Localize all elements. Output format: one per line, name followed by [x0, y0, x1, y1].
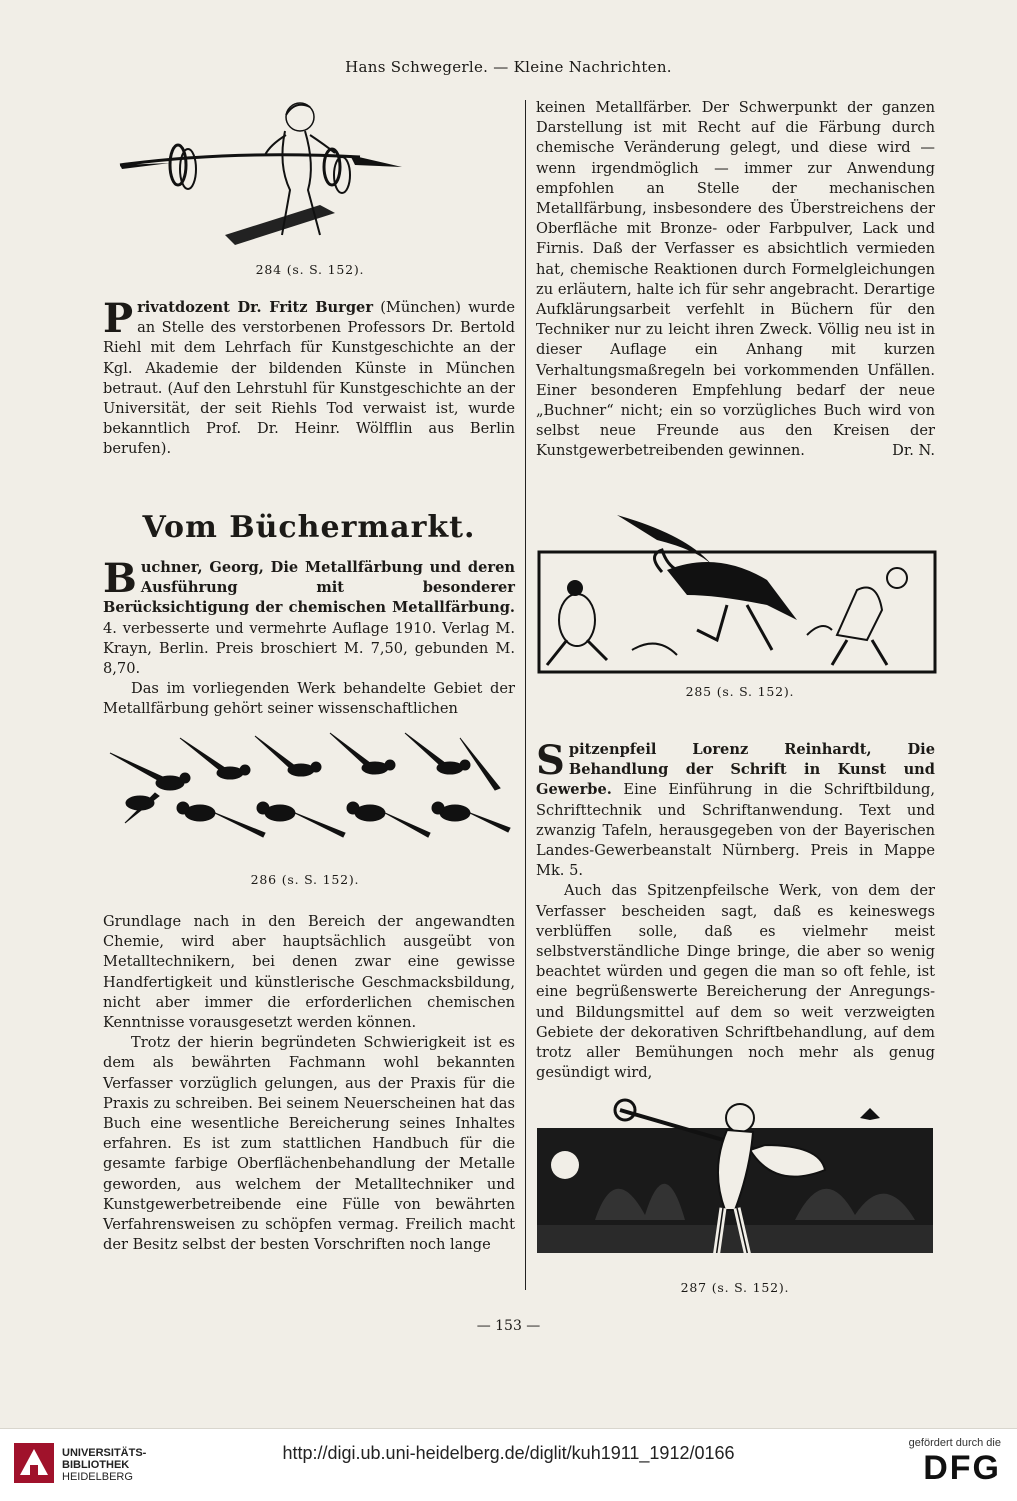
buchner-para-3: Trotz der hierin begründeten Schwierigkeit ist es dem als bewährten Fachmann wohl bekannten Verfasser vorzüglich gelungen, aus der Praxis für die Praxis zu schreiben. Bei seinem Neuerscheinen hat das Buch eine wesentliche Bereicherung seines Inhaltes erfahren. Es ist zum stattlichen Handbuch für die gesamte farbige Oberflächenbehandlung der Metalle geworden, aus welchem der Metalltechniker und Kunstgewerbetreibende eine Fülle von bewährten Verfahrensweisen zu schöpfen vermag. Freilich macht der Besitz selbst der besten Vorschriften noch lange: [103, 1034, 515, 1254]
buchner-para-2: Grundlage nach in den Bereich der angewandten Chemie, wird aber hauptsächlich ausgeübt von Metalltechnikern, bei denen zwar eine gewisse Handfertigkeit und künstlerische Geschmacksbildung, nicht aber immer die erforderlichen chemischen Kenntnisse vorausgesetzt werden können.: [103, 913, 515, 1032]
viewer-footer: [0, 1428, 1017, 1501]
dropcap-p: P: [103, 295, 134, 342]
figure-285-caption: 285 (s. S. 152).: [685, 684, 795, 699]
library-line-2: BIBLIOTHEK: [62, 1459, 130, 1471]
figure-287-caption: 287 (s. S. 152).: [680, 1280, 790, 1295]
spitzenpfeil-text: Eine Einführung in die Schriftbildung, Schrifttechnik und Schriftanwendung. Text und zwanzig Tafeln, herausgegeben von der Bayerischen Landes-Gewerbeanstalt Nürnberg. Preis in Mappe Mk. 5.: [536, 781, 935, 880]
library-line-3: HEIDELBERG: [62, 1471, 133, 1483]
burger-text: (München) wurde an Stelle des verstorbenen Professors Dr. Bertold Riehl mit dem Lehrfach für Kunstgeschichte an der Kgl. Akademie der bildenden Künste in München betraut. (Auf den Lehrstuhl für Kunstgeschichte an der Universität, der seit Riehls Tod verwaist ist, wurde bekanntlich Prof. Dr. Heinr. Wölfflin aus Berlin berufen).: [103, 299, 516, 458]
dropcap-s: S: [536, 737, 565, 784]
permalink-url[interactable]: http://digi.ub.uni-heidelberg.de/diglit/kuh1911_1912/0166: [282, 1443, 735, 1463]
review-signature: Dr. N.: [892, 442, 935, 460]
buchner-review: [103, 555, 515, 720]
funded-by-label: gefördert durch die: [908, 1437, 1001, 1449]
library-line-1: UNIVERSITÄTS-: [62, 1447, 147, 1459]
figure-284-caption: 284 (s. S. 152).: [255, 262, 365, 277]
burger-heading: rivatdozent Dr. Fritz Burger: [137, 299, 374, 316]
buchner-continued: [103, 912, 515, 1255]
column-divider: [525, 100, 526, 1290]
dfg-logo[interactable]: [881, 1437, 1001, 1495]
burger-notice: [103, 295, 516, 460]
section-title: Vom Büchermarkt.: [142, 510, 476, 545]
figure-284-putto-rings: [110, 95, 410, 255]
figure-285-stork-frieze: [537, 510, 937, 675]
buchner-review-continued: [536, 98, 935, 462]
buchner-text: 4. verbesserte und vermehrte Auflage 1910. Verlag M. Krayn, Berlin. Preis broschiert M. 7,50, gebunden M. 8,70.: [103, 619, 515, 678]
running-header: Hans Schwegerle. — Kleine Nachrichten.: [345, 58, 672, 76]
page-number: — 153 —: [476, 1318, 541, 1334]
buchner-heading: uchner, Georg, Die Metallfärbung und deren Ausführung mit besonderer Berücksichtigung der chemischen Metallfärbung.: [103, 559, 515, 617]
figure-286-magpies: [105, 728, 515, 838]
spitzenpfeil-heading: pitzenpfeil Lorenz Reinhardt, Die Behandlung der Schrift in Kunst und Gewerbe.: [536, 741, 935, 799]
figure-287-putto-basket: [535, 1090, 935, 1275]
spitzenpfeil-review: [536, 737, 935, 1083]
figure-286-caption: 286 (s. S. 152).: [250, 872, 360, 887]
spitzenpfeil-para: Auch das Spitzenpfeilsche Werk, von dem der Verfasser bescheiden sagt, daß es keineswegs verblüffen solle, daß es vielmehr meist selbstverständliche Dinge bringe, die aber so wenig beachtet würden und gegen die man so oft fehle, ist eine begrüßenswerte Bereicherung der Anregungs- und Bildungsmittel auf dem so weit verzweigten Gebiete der dekorativen Schriftbehandlung, auf dem trotz aller Bemühungen noch mehr als genug gesündigt wird,: [536, 882, 935, 1082]
dfg-wordmark: DFG: [923, 1449, 1001, 1487]
dropcap-b: B: [103, 555, 137, 602]
buchner-para-1: Das im vorliegenden Werk behandelte Gebiet der Metallfärbung gehört seiner wissenschaftlichen: [103, 680, 515, 718]
right-para-1: keinen Metallfärber. Der Schwerpunkt der ganzen Darstellung ist mit Recht auf die Färbung durch chemische Veränderung gelegt, und diese wird — wenn irgendmöglich — immer zur Anwendung empfohlen an Stelle der mechanischen Metallfärbung, insbesondere des Überstreichens der Oberfläche mit Bronze- oder Farbpulver, Lack und Firnis. Daß der Verfasser es absichtlich vermieden hat, chemische Reaktionen durch Formelgleichungen zu erläutern, halte ich für sehr angebracht. Derartige Aufklärungsarbeit verfehlt in Büchern für den Techniker nur zu leicht ihren Zweck. Völlig neu ist in dieser Auflage ein Anhang mit kurzen Verhaltungsmaßregeln bei vorkommenden Unfällen. Einer besonderen Empfehlung bedarf der neue „Buchner“ nicht; ein so vorzügliches Buch wird von selbst neue Freunde aus den Kreisen der Kunstgewerbetreibenden gewinnen.: [536, 99, 935, 460]
